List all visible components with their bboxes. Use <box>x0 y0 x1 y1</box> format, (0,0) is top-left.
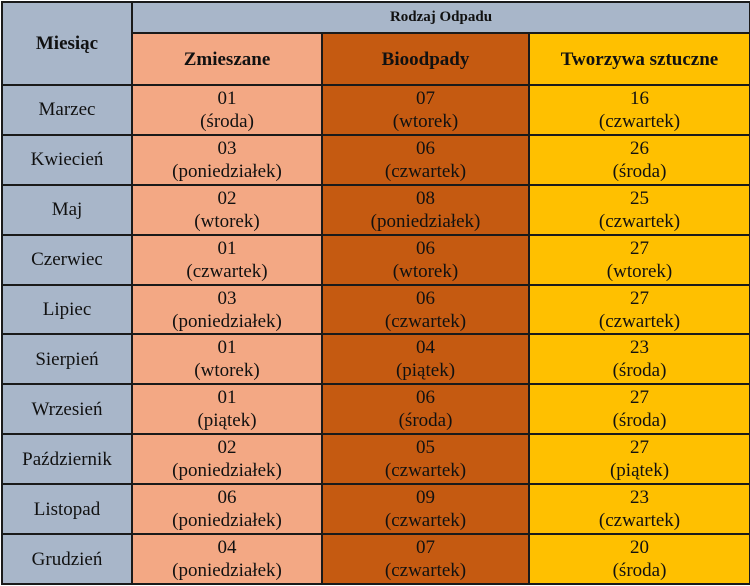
mixed-date-cell <box>132 534 322 584</box>
collection-day: 27 <box>630 287 649 309</box>
collection-weekday: (poniedziałek) <box>172 510 282 532</box>
collection-day: 01 <box>217 337 237 359</box>
collection-weekday: (poniedziałek) <box>172 560 282 581</box>
collection-day: 02 <box>217 437 237 459</box>
waste-type-group-header: Rodzaj Odpadu <box>132 2 750 33</box>
plastic-date-cell <box>529 484 750 534</box>
month-cell: Sierpień <box>2 334 132 384</box>
collection-weekday: (czwartek) <box>384 460 467 482</box>
bio-date-cell <box>322 285 529 335</box>
table-row <box>2 534 750 584</box>
collection-day: 27 <box>630 237 649 259</box>
bio-date-cell <box>322 185 529 235</box>
collection-day: 06 <box>416 387 435 409</box>
collection-day: 01 <box>217 387 237 409</box>
collection-day: 26 <box>630 137 649 159</box>
bio-date-cell <box>322 484 529 534</box>
mixed-date-cell <box>132 185 322 235</box>
collection-day: 01 <box>217 237 237 259</box>
mixed-date-cell <box>132 334 322 384</box>
bio-date-cell <box>322 235 529 285</box>
table-row <box>2 85 750 135</box>
plastic-date-cell <box>529 434 750 484</box>
mixed-date-cell <box>132 135 322 185</box>
collection-weekday: (środa) <box>612 160 667 182</box>
collection-weekday: (czwartek) <box>598 310 681 332</box>
collection-weekday: (wtorek) <box>392 260 459 282</box>
collection-day: 03 <box>217 287 237 309</box>
collection-weekday: (wtorek) <box>392 110 459 132</box>
table-row <box>2 484 750 534</box>
collection-day: 06 <box>217 487 237 509</box>
waste-schedule-table <box>1 1 750 585</box>
plastic-date-cell <box>529 334 750 384</box>
month-cell: Kwiecień <box>2 135 132 185</box>
table-row <box>2 434 750 484</box>
month-cell: Maj <box>2 185 132 235</box>
plastic-date-cell <box>529 185 750 235</box>
month-cell: Lipiec <box>2 285 132 335</box>
plastic-date-cell <box>529 85 750 135</box>
collection-weekday: (czwartek) <box>384 560 467 581</box>
table-row <box>2 334 750 384</box>
bio-date-cell <box>322 384 529 434</box>
collection-weekday: (piątek) <box>395 360 456 382</box>
collection-weekday: (piątek) <box>609 460 670 482</box>
collection-day: 06 <box>416 237 435 259</box>
bio-date-cell <box>322 434 529 484</box>
collection-weekday: (środa) <box>612 360 667 382</box>
collection-weekday: (czwartek) <box>384 160 467 182</box>
collection-weekday: (piątek) <box>197 410 257 432</box>
collection-day: 08 <box>416 187 435 209</box>
plastic-date-cell <box>529 285 750 335</box>
collection-day: 23 <box>630 487 649 509</box>
month-cell: Marzec <box>2 85 132 135</box>
bio-date-cell <box>322 85 529 135</box>
collection-day: 25 <box>630 187 649 209</box>
collection-weekday: (czwartek) <box>598 510 681 532</box>
collection-weekday: (czwartek) <box>384 310 467 332</box>
bio-date-cell <box>322 534 529 584</box>
month-cell: Wrzesień <box>2 384 132 434</box>
collection-weekday: (wtorek) <box>194 360 260 382</box>
mixed-date-cell <box>132 484 322 534</box>
table-row <box>2 384 750 434</box>
collection-weekday: (poniedziałek) <box>370 210 481 232</box>
collection-weekday: (środa) <box>398 410 453 432</box>
plastic-date-cell <box>529 235 750 285</box>
mixed-date-cell <box>132 434 322 484</box>
month-cell: Czerwiec <box>2 235 132 285</box>
mixed-date-cell <box>132 384 322 434</box>
table-row <box>2 235 750 285</box>
collection-day: 23 <box>630 337 649 359</box>
collection-day: 02 <box>217 187 237 209</box>
collection-day: 04 <box>217 537 237 558</box>
collection-day: 20 <box>630 537 649 558</box>
mixed-date-cell <box>132 85 322 135</box>
collection-day: 16 <box>630 87 649 109</box>
collection-weekday: (czwartek) <box>598 110 681 132</box>
table-row <box>2 185 750 235</box>
collection-day: 06 <box>416 287 435 309</box>
plastic-date-cell <box>529 384 750 434</box>
collection-day: 04 <box>416 337 435 359</box>
collection-weekday: (poniedziałek) <box>172 310 282 332</box>
table-row <box>2 135 750 185</box>
collection-day: 05 <box>416 437 435 459</box>
collection-day: 06 <box>416 137 435 159</box>
mixed-waste-column-header: Zmieszane <box>132 33 322 85</box>
plastic-date-cell <box>529 534 750 584</box>
collection-weekday: (czwartek) <box>186 260 268 282</box>
collection-day: 27 <box>630 437 649 459</box>
collection-day: 27 <box>630 387 649 409</box>
collection-day: 07 <box>416 87 435 109</box>
collection-weekday: (czwartek) <box>384 510 467 532</box>
collection-weekday: (środa) <box>612 560 667 581</box>
table-row <box>2 285 750 335</box>
mixed-date-cell <box>132 235 322 285</box>
plastic-date-cell <box>529 135 750 185</box>
plastics-column-header: Tworzywa sztuczne <box>529 33 750 85</box>
collection-day: 01 <box>217 87 237 109</box>
collection-day: 07 <box>416 537 435 558</box>
collection-weekday: (poniedziałek) <box>172 460 282 482</box>
collection-weekday: (wtorek) <box>606 260 673 282</box>
bio-date-cell <box>322 334 529 384</box>
collection-weekday: (czwartek) <box>598 210 681 232</box>
month-column-header: Miesiąc <box>2 2 132 85</box>
bio-date-cell <box>322 135 529 185</box>
collection-weekday: (poniedziałek) <box>172 160 282 182</box>
month-cell: Grudzień <box>2 534 132 584</box>
biowaste-column-header: Bioodpady <box>322 33 529 85</box>
mixed-date-cell <box>132 285 322 335</box>
month-cell: Listopad <box>2 484 132 534</box>
collection-day: 09 <box>416 487 435 509</box>
collection-weekday: (wtorek) <box>194 210 260 232</box>
collection-weekday: (środa) <box>612 410 667 432</box>
collection-weekday: (środa) <box>200 110 254 132</box>
month-cell: Październik <box>2 434 132 484</box>
collection-day: 03 <box>217 137 237 159</box>
